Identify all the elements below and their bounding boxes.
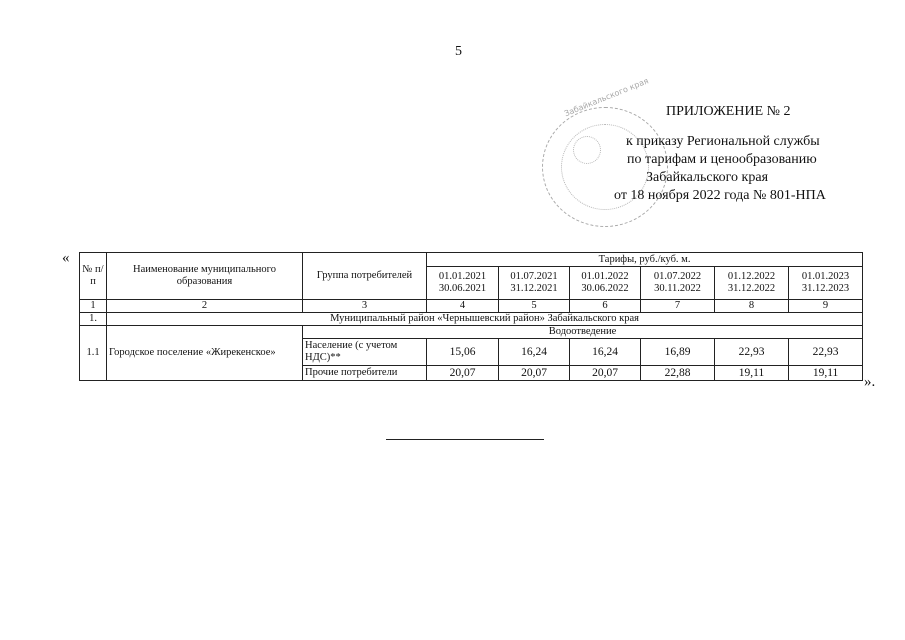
tariff-table <box>79 252 863 381</box>
tariff-value: 19,11 <box>715 366 789 381</box>
period-to: 30.06.2021 <box>438 283 487 294</box>
header-tariffs: Тарифы, руб./куб. м. <box>427 253 863 267</box>
tariff-value: 22,93 <box>789 339 863 366</box>
header-num: № п/п <box>80 253 107 300</box>
service-name: Водоотведение <box>303 326 863 339</box>
tariff-value: 16,89 <box>641 339 715 366</box>
entity-num: 1.1 <box>80 326 107 381</box>
period-to: 31.12.2021 <box>510 283 558 294</box>
appendix-title: ПРИЛОЖЕНИЕ № 2 <box>666 104 791 119</box>
column-number: 1 <box>80 300 107 313</box>
period-from: 01.12.2022 <box>727 271 776 282</box>
header-group: Группа потребителей <box>303 253 427 300</box>
tariff-value: 22,93 <box>715 339 789 366</box>
opening-quote: « <box>62 250 70 266</box>
region-name: Муниципальный район «Чернышевский район» Забайкальского края <box>107 313 863 326</box>
appendix-line: Забайкальского края <box>646 170 769 185</box>
stamp-core <box>573 136 601 164</box>
period-to: 31.12.2023 <box>801 283 850 294</box>
closing-quote: ». <box>864 374 876 390</box>
consumer-group: Население (с учетом НДС)** <box>303 339 427 366</box>
column-number: 6 <box>570 300 641 313</box>
stamp-text: Забайкальского края <box>563 76 650 119</box>
appendix-line: к приказу Региональной службы <box>626 134 820 149</box>
appendix-line: по тарифам и ценообразованию <box>627 152 817 167</box>
period-from: 01.01.2023 <box>801 271 850 282</box>
column-number: 7 <box>641 300 715 313</box>
entity-name: Городское поселение «Жирекенское» <box>107 326 303 381</box>
period-to: 31.12.2022 <box>727 283 776 294</box>
column-number: 4 <box>427 300 499 313</box>
header-municipality: Наименование муниципального образования <box>107 253 303 300</box>
tariff-value: 15,06 <box>427 339 499 366</box>
column-number: 5 <box>499 300 570 313</box>
region-num: 1. <box>80 313 107 326</box>
column-number: 9 <box>789 300 863 313</box>
period-header <box>427 267 499 300</box>
tariff-value: 20,07 <box>499 366 570 381</box>
period-from: 01.07.2022 <box>653 271 702 282</box>
consumer-group: Прочие потребители <box>303 366 427 381</box>
page-number: 5 <box>455 44 462 59</box>
tariff-value: 20,07 <box>570 366 641 381</box>
column-number: 2 <box>107 300 303 313</box>
period-to: 30.06.2022 <box>581 283 629 294</box>
column-number: 3 <box>303 300 427 313</box>
period-header <box>570 267 641 300</box>
tariff-value: 22,88 <box>641 366 715 381</box>
tariff-value: 16,24 <box>570 339 641 366</box>
period-header <box>499 267 570 300</box>
period-header <box>641 267 715 300</box>
period-from: 01.07.2021 <box>510 271 558 282</box>
period-to: 30.11.2022 <box>654 283 701 294</box>
column-number: 8 <box>715 300 789 313</box>
tariff-value: 20,07 <box>427 366 499 381</box>
tariff-value: 19,11 <box>789 366 863 381</box>
period-header <box>789 267 863 300</box>
period-header <box>715 267 789 300</box>
footer-divider <box>386 439 544 440</box>
tariff-value: 16,24 <box>499 339 570 366</box>
period-from: 01.01.2021 <box>438 271 487 282</box>
period-from: 01.01.2022 <box>581 271 629 282</box>
appendix-line: от 18 ноября 2022 года № 801-НПА <box>614 188 826 203</box>
